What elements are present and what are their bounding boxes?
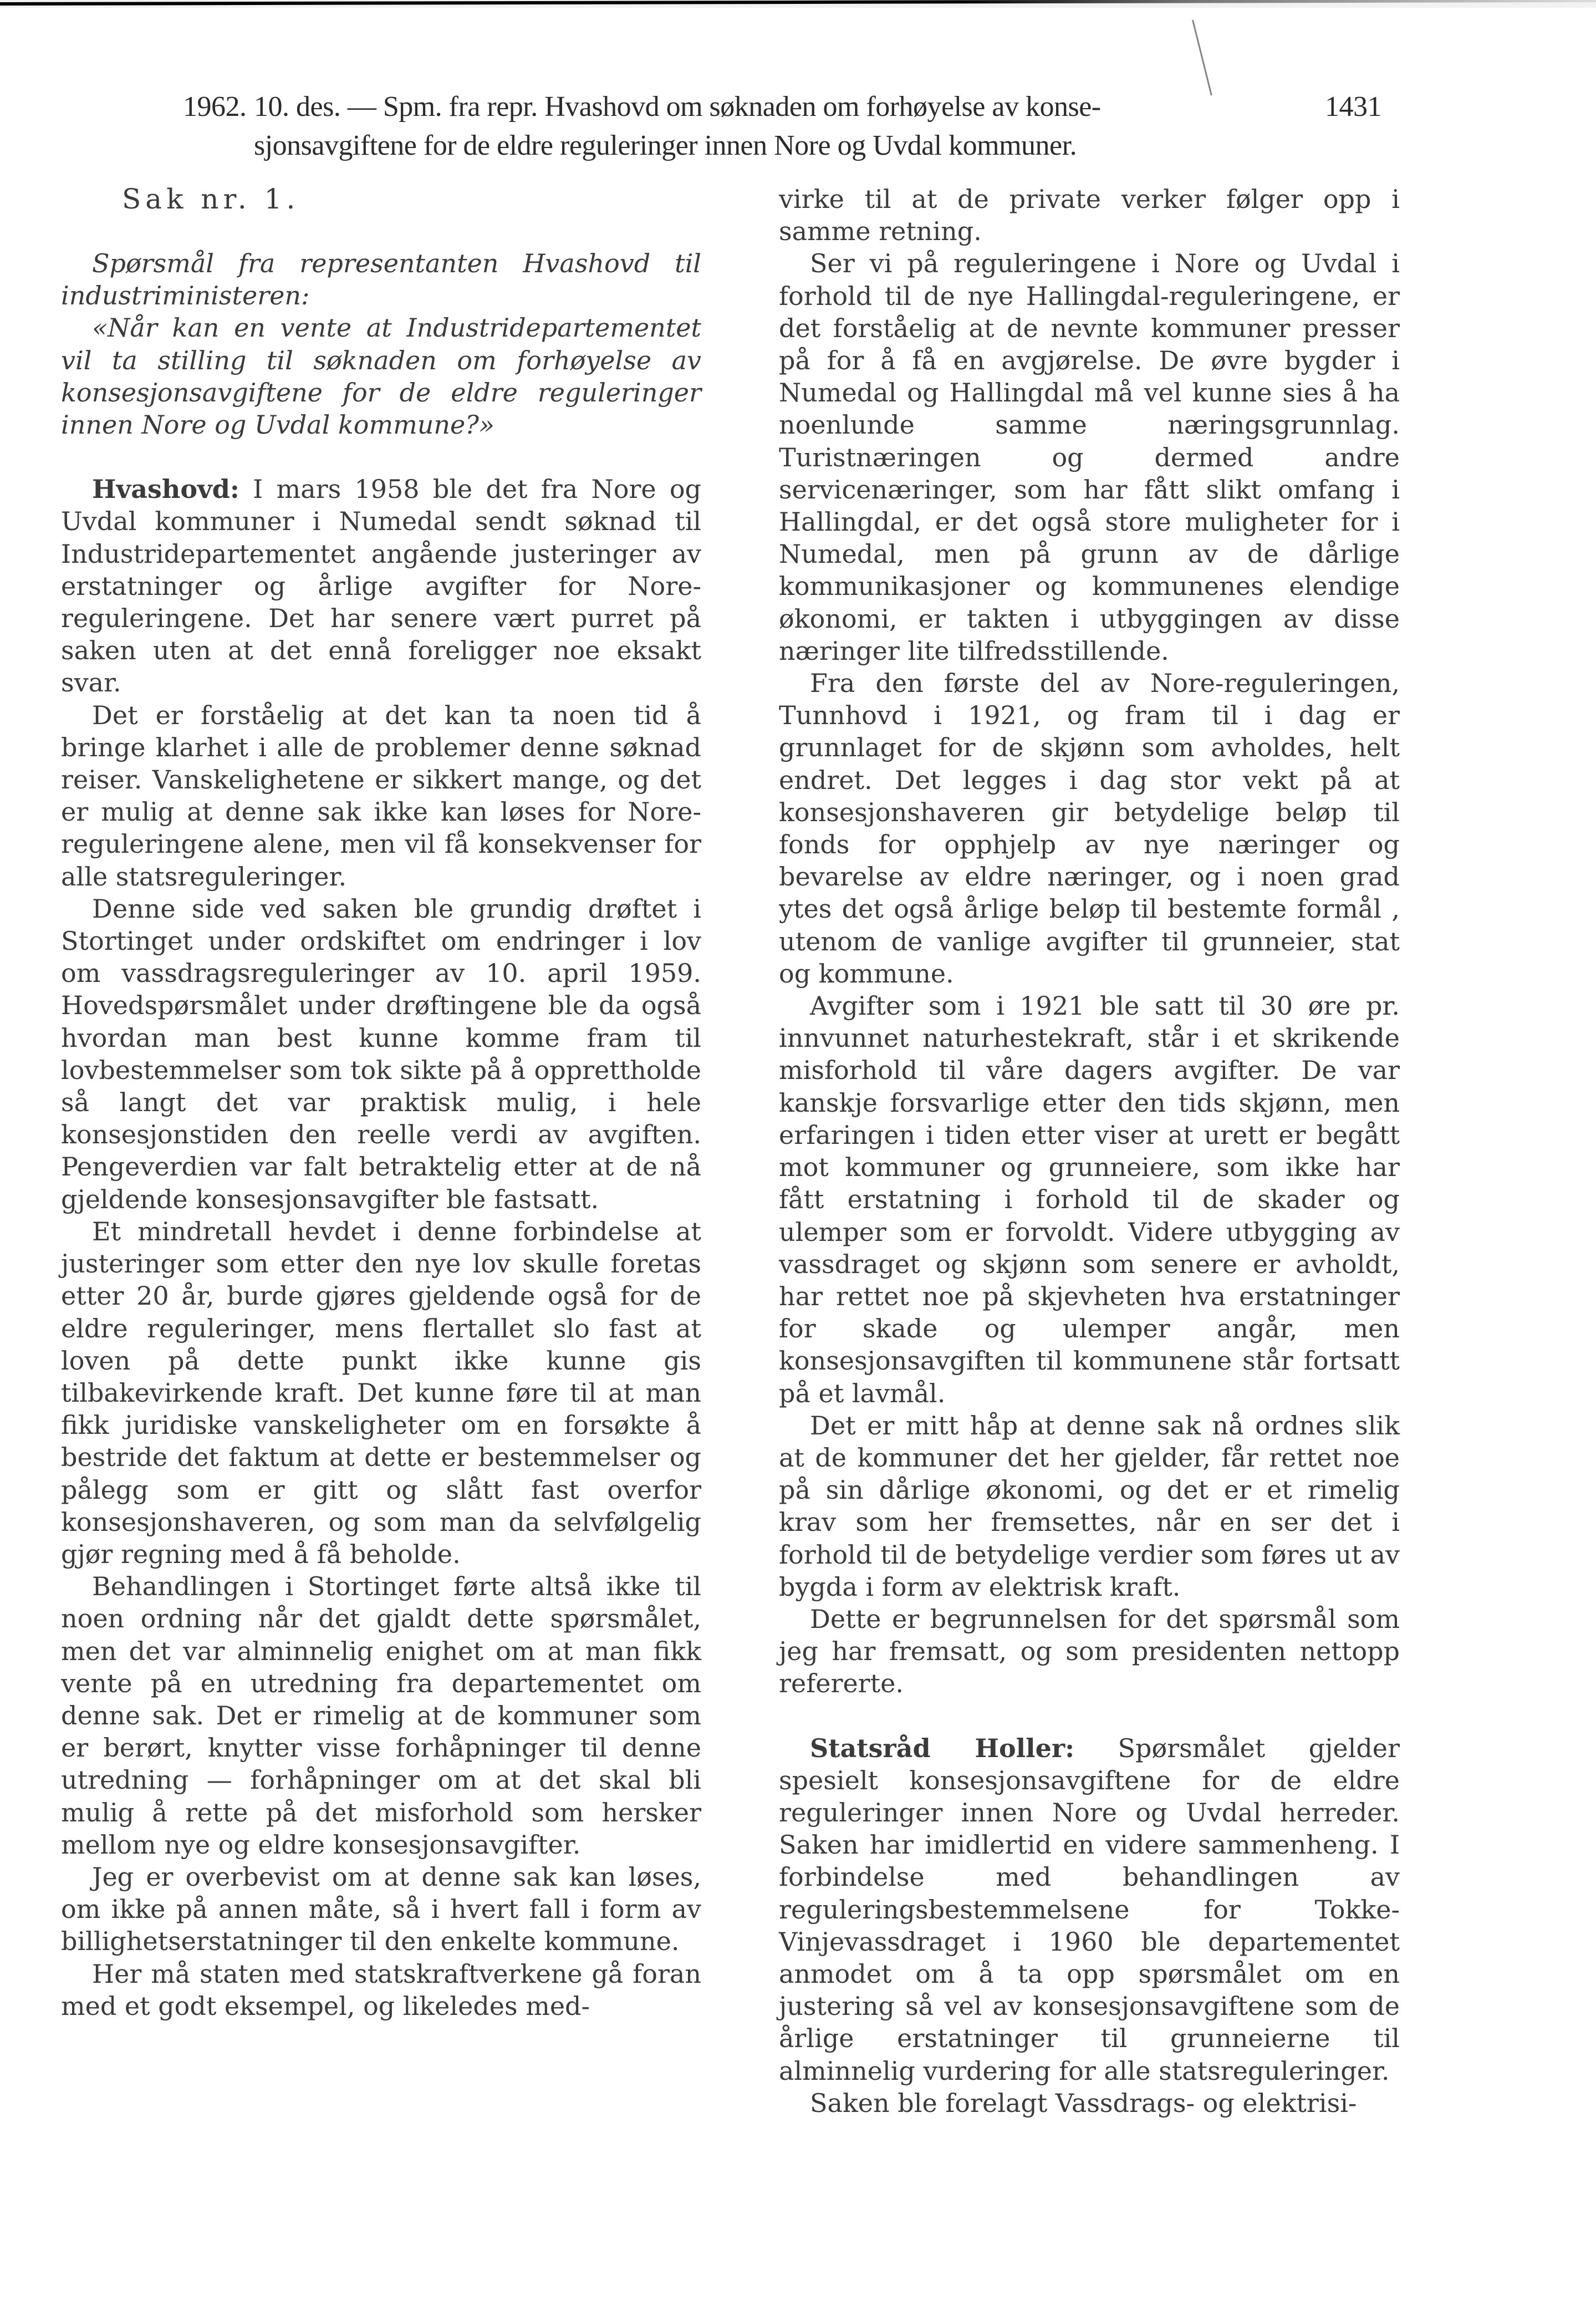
header-title-line-1: 10. des. — Spm. fra repr. Hvashovd om søknaden om forhøyelse av konse- [254,91,1101,123]
paragraph-text: I mars 1958 ble det fra Nore og Uvdal kommuner i Numedal sendt søknad til Industridepartementet angående justeringer av erstatninger og årlige avgifter for Nore-reguleringene. Det har senere vært purret på saken uten at det ennå foreligger noe eksakt svar. [61,474,701,698]
speech-paragraph: Ser vi på reguleringene i Nore og Uvdal i forhold til de nye Hallingdal-reguleringene, er det forståelig at de nevnte kommuner presser på for å få en avgjørelse. De øvre bygder i Numedal og Hallingdal må vel kunne sies å ha noenlunde samme næringsgrunnlag. Turistnæringen og dermed andre servicenæringer, som har fått slikt omfang i Hallingdal, er det også store muligheter for i Numedal, men på grunn av de dårlige kommunikasjoner og kommunenes elendige økonomi, er takten i utbyggingen av disse næringer lite tilfredsstillende. [779,248,1400,666]
speech-paragraph: Dette er begrunnelsen for det spørsmål som jeg har fremsatt, og som presidenten nettopp refererte. [779,1604,1400,1699]
question-intro: Spørsmål fra representanten Hvashovd til industriministeren: [61,248,701,311]
speech-paragraph: Saken ble forelagt Vassdrags- og elektrisi- [810,2088,1357,2118]
speech-paragraph: Fra den første del av Nore-reguleringen, Tunnhovd i 1921, og fram til i dag er grunnlaget for de skjønn som avholdes, helt endret. Det legges i dag stor vekt på at konsesjonshaveren gir betydelige beløp til fonds for opphjelp av nye næringer og bevarelse av eldre næringer, og i noen grad ytes det også årlige beløp til bestemte formål , utenom de vanlige avgifter til grunneier, stat og kommune. [779,668,1400,989]
speech-paragraph [779,1732,1400,2087]
header-title-line-2: sjonsavgiftene for de eldre reguleringer innen Nore og Uvdal kommuner. [254,130,1077,161]
speech-paragraph: Avgifter som i 1921 ble satt til 30 øre pr. innvunnet naturhestekraft, står i et skrikende misforhold til våre dagers avgifter. De var kanskje forsvarlige etter den tids skjønn, men erfaringen i tiden etter viser at urett er begått mot kommuner og grunneiere, som ikke har fått erstatning i forhold til de skader og ulemper som er forvoldt. Videre utbygging av vassdraget og skjønn som senere er avholdt, har rettet noe på skjevheten hva erstatninger for skade og ulemper angår, men konsesjonsavgiften til kommunene står fortsatt på et lavmål. [779,991,1400,1408]
speech-paragraph [61,473,701,699]
right-column [779,183,1400,2119]
speech-paragraph: Et mindretall hevdet i denne forbindelse at justeringer som etter den nye lov skulle foretas etter 20 år, burde gjøres gjeldende også for de eldre reguleringer, mens flertallet slo fast at loven på dette punkt ikke kunne gis tilbakevirkende kraft. Det kunne føre til at man fikk juridiske vanskeligheter om en forsøkte å bestride det faktum at dette er bestemmelser og pålegg som er gitt og slått fast overfor konsesjonshaveren, og som man da selvfølgelig gjør regning med å få beholde. [61,1216,701,1569]
page-number: 1431 [1325,91,1381,123]
scan-pen-mark [1192,20,1212,96]
speech-paragraph: Denne side ved saken ble grundig drøftet i Stortinget under ordskiftet om endringer i lov om vassdragsreguleringer av 10. april 1959. Hovedspørsmålet under drøftingene ble da også hvordan man best kunne komme fram til lovbestemmelser som tok sikte på å opprettholde så langt det var praktisk mulig, i hele konsesjonstiden den reelle verdi av avgiften. Pengeverdien var falt betraktelig etter at de nå gjeldende konsesjonsavgifter ble fastsatt. [61,893,701,1214]
header-year: 1962. [183,91,247,123]
case-heading: Sak nr. 1. [122,183,300,215]
spacer [779,1700,1400,1732]
speech-paragraph: Behandlingen i Stortinget førte altså ikke til noen ordning når det gjaldt dette spørsmålet, men det var alminnelig enighet om at man fikk vente på en utredning fra departementet om denne sak. Det er rimelig at de kommuner som er berørt, knytter visse forhåpninger til denne utredning — forhåpninger om at det skal bli mulig å rette på det misforhold som hersker mellom nye og eldre konsesjonsavgifter. [61,1571,701,1860]
paragraph-text: Spørsmålet gjelder spesielt konsesjonsavgiftene for de eldre reguleringer innen Nore og Uvdal herreder. Saken har imidlertid en videre sammenheng. I forbindelse med behandlingen av reguleringsbestemmelsene for Tokke-Vinjevassdraget i 1960 ble departementet anmodet om å ta opp spørsmålet om en justering så vel av konsesjonsavgiftene som de årlige erstatninger til grunneierne til alminnelig vurdering for alle statsreguleringer. [779,1733,1400,2086]
speech-paragraph: Det er mitt håp at denne sak nå ordnes slik at de kommuner det her gjelder, får rettet noe på sin dårlige økonomi, og det er et rimelig krav som her fremsettes, når en ser det i forhold til de betydelige verdier som føres ut av bygda i form av elektrisk kraft. [779,1410,1400,1602]
speaker-name: Hvashovd: [92,474,239,505]
spacer [61,441,701,473]
left-column [61,183,701,2022]
speech-paragraph-continued: virke til at de private verker følger opp i samme retning. [779,184,1400,247]
speaker-name: Statsråd Holler: [810,1733,1075,1763]
speech-paragraph: Jeg er overbevist om at denne sak kan løses, om ikke på annen måte, så i hvert fall i form av billighetserstatninger til den enkelte kommune. [61,1861,701,1957]
speech-paragraph: Her må staten med statskraftverkene gå foran med et godt eksempel, og likeledes med- [61,1958,701,2021]
question-text: «Når kan en vente at Industridepartementet vil ta stilling til søknaden om forhøyelse av konsesjonsavgiftene for de eldre reguleringer innen Nore og Uvdal kommune?» [61,313,701,440]
speech-paragraph: Det er forståelig at det kan ta noen tid å bringe klarhet i alle de problemer denne søknad reiser. Vanskelighetene er sikkert mange, og det er mulig at denne sak ikke kan løses for Nore-reguleringene alene, men vil få konsekvenser for alle statsreguleringer. [61,700,701,892]
